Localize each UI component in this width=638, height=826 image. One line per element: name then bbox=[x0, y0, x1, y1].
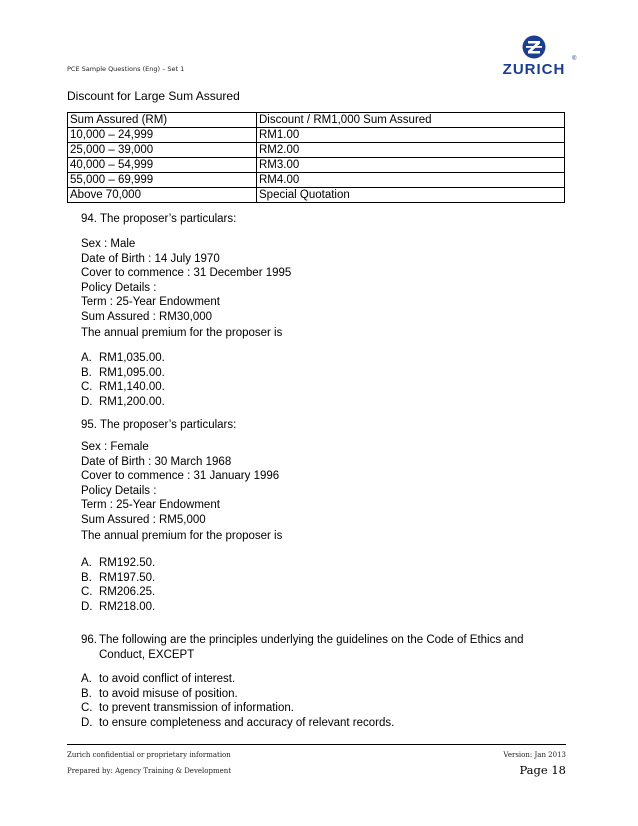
table-header-cell: Sum Assured (RM) bbox=[68, 113, 257, 128]
option-text: RM206.25. bbox=[99, 586, 156, 598]
question-94-option-d bbox=[81, 395, 165, 410]
detail-line: Sex : Male bbox=[81, 238, 136, 250]
detail-line: Policy Details : bbox=[81, 281, 157, 294]
table-cell: Above 70,000 bbox=[68, 188, 257, 203]
question-94-option-c bbox=[81, 380, 165, 395]
question-94-option-b bbox=[81, 366, 165, 381]
option-text: RM1,035.00. bbox=[99, 352, 165, 364]
question-95-option-c bbox=[81, 585, 155, 600]
question-95-prompt: The annual premium for the proposer is bbox=[81, 530, 283, 542]
question-95-stem: 95. The proposer’s particulars: bbox=[81, 419, 237, 431]
table-row bbox=[68, 158, 565, 173]
table-cell: 10,000 – 24,999 bbox=[68, 128, 257, 143]
option-text: RM1,200.00. bbox=[99, 395, 165, 408]
option-text: RM192.50. bbox=[99, 557, 156, 569]
option-letter: A. bbox=[81, 673, 92, 685]
question-94-prompt: The annual premium for the proposer is bbox=[81, 327, 283, 339]
zurich-emblem-icon bbox=[492, 34, 582, 62]
table-cell: 55,000 – 69,999 bbox=[68, 173, 257, 188]
zurich-logo bbox=[492, 34, 582, 80]
header-title: PCE Sample Questions (Eng) – Set 1 bbox=[67, 65, 185, 73]
footer-prepared-by: Prepared by: Agency Training & Development bbox=[67, 767, 232, 775]
logo-wordmark: ZURICH bbox=[502, 61, 566, 78]
question-96-number: 96. bbox=[81, 634, 97, 646]
detail-line: Sum Assured : RM5,000 bbox=[81, 513, 206, 526]
table-row bbox=[68, 128, 565, 143]
footer-page-number: Page 18 bbox=[519, 763, 566, 777]
detail-line: Sum Assured : RM30,000 bbox=[81, 310, 213, 323]
table-cell: RM3.00 bbox=[257, 158, 565, 173]
detail-line: Date of Birth : 14 July 1970 bbox=[81, 252, 220, 265]
detail-line: Term : 25-Year Endowment bbox=[81, 499, 220, 511]
option-text: RM1,095.00. bbox=[99, 366, 165, 379]
option-letter: C. bbox=[81, 586, 93, 598]
registered-mark: ® bbox=[572, 56, 577, 62]
detail-line: Sex : Female bbox=[81, 441, 149, 453]
table-cell: Special Quotation bbox=[257, 188, 565, 203]
detail-line: Date of Birth : 30 March 1968 bbox=[81, 455, 232, 468]
table-row bbox=[68, 143, 565, 158]
detail-line: Term : 25-Year Endowment bbox=[81, 296, 220, 308]
detail-line: Cover to commence : 31 January 1996 bbox=[81, 470, 280, 482]
question-94-option-a bbox=[81, 351, 165, 366]
table-row bbox=[68, 173, 565, 188]
detail-line: Cover to commence : 31 December 1995 bbox=[81, 267, 292, 279]
option-letter: D. bbox=[81, 716, 93, 729]
question-95-option-b bbox=[81, 571, 155, 586]
footer-version: Version: Jan 2013 bbox=[503, 751, 566, 759]
option-text: RM1,140.00. bbox=[99, 381, 165, 393]
question-95-details bbox=[81, 440, 279, 527]
option-text: to avoid conflict of interest. bbox=[99, 673, 236, 685]
option-letter: C. bbox=[81, 381, 93, 393]
discount-table bbox=[67, 112, 565, 203]
question-94-stem: 94. The proposer’s particulars: bbox=[81, 213, 237, 225]
footer-divider bbox=[67, 744, 566, 745]
question-96-option-b bbox=[81, 687, 238, 702]
footer-confidential: Zurich confidential or proprietary information bbox=[67, 751, 231, 759]
question-96-stem-line1: The following are the principles underlying the guidelines on the Code of Ethics and bbox=[99, 634, 524, 646]
question-96-option-d bbox=[81, 716, 394, 731]
option-letter: B. bbox=[81, 571, 92, 584]
question-94-details bbox=[81, 237, 291, 324]
table-cell: 25,000 – 39,000 bbox=[68, 143, 257, 158]
table-header-row bbox=[68, 113, 565, 128]
table-header-cell: Discount / RM1,000 Sum Assured bbox=[257, 113, 565, 128]
table-cell: RM2.00 bbox=[257, 143, 565, 158]
option-text: RM218.00. bbox=[99, 600, 156, 613]
table-cell: 40,000 – 54,999 bbox=[68, 158, 257, 173]
option-text: RM197.50. bbox=[99, 571, 156, 584]
table-cell: RM1.00 bbox=[257, 128, 565, 143]
option-letter: D. bbox=[81, 395, 93, 408]
section-title: Discount for Large Sum Assured bbox=[67, 89, 240, 103]
option-letter: A. bbox=[81, 352, 92, 364]
table-row bbox=[68, 188, 565, 203]
option-letter: B. bbox=[81, 366, 92, 379]
option-letter: B. bbox=[81, 687, 92, 700]
question-95-option-d bbox=[81, 600, 155, 615]
option-text: to avoid misuse of position. bbox=[99, 687, 238, 700]
table-cell: RM4.00 bbox=[257, 173, 565, 188]
option-text: to ensure completeness and accuracy of relevant records. bbox=[99, 716, 395, 729]
question-96-stem-line2: Conduct, EXCEPT bbox=[99, 648, 195, 661]
option-letter: D. bbox=[81, 600, 93, 613]
option-text: to prevent transmission of information. bbox=[99, 702, 294, 714]
question-95-option-a bbox=[81, 556, 155, 571]
option-letter: C. bbox=[81, 702, 93, 714]
option-letter: A. bbox=[81, 557, 92, 569]
question-96-option-c bbox=[81, 701, 294, 716]
question-96-option-a bbox=[81, 672, 235, 687]
detail-line: Policy Details : bbox=[81, 484, 157, 497]
